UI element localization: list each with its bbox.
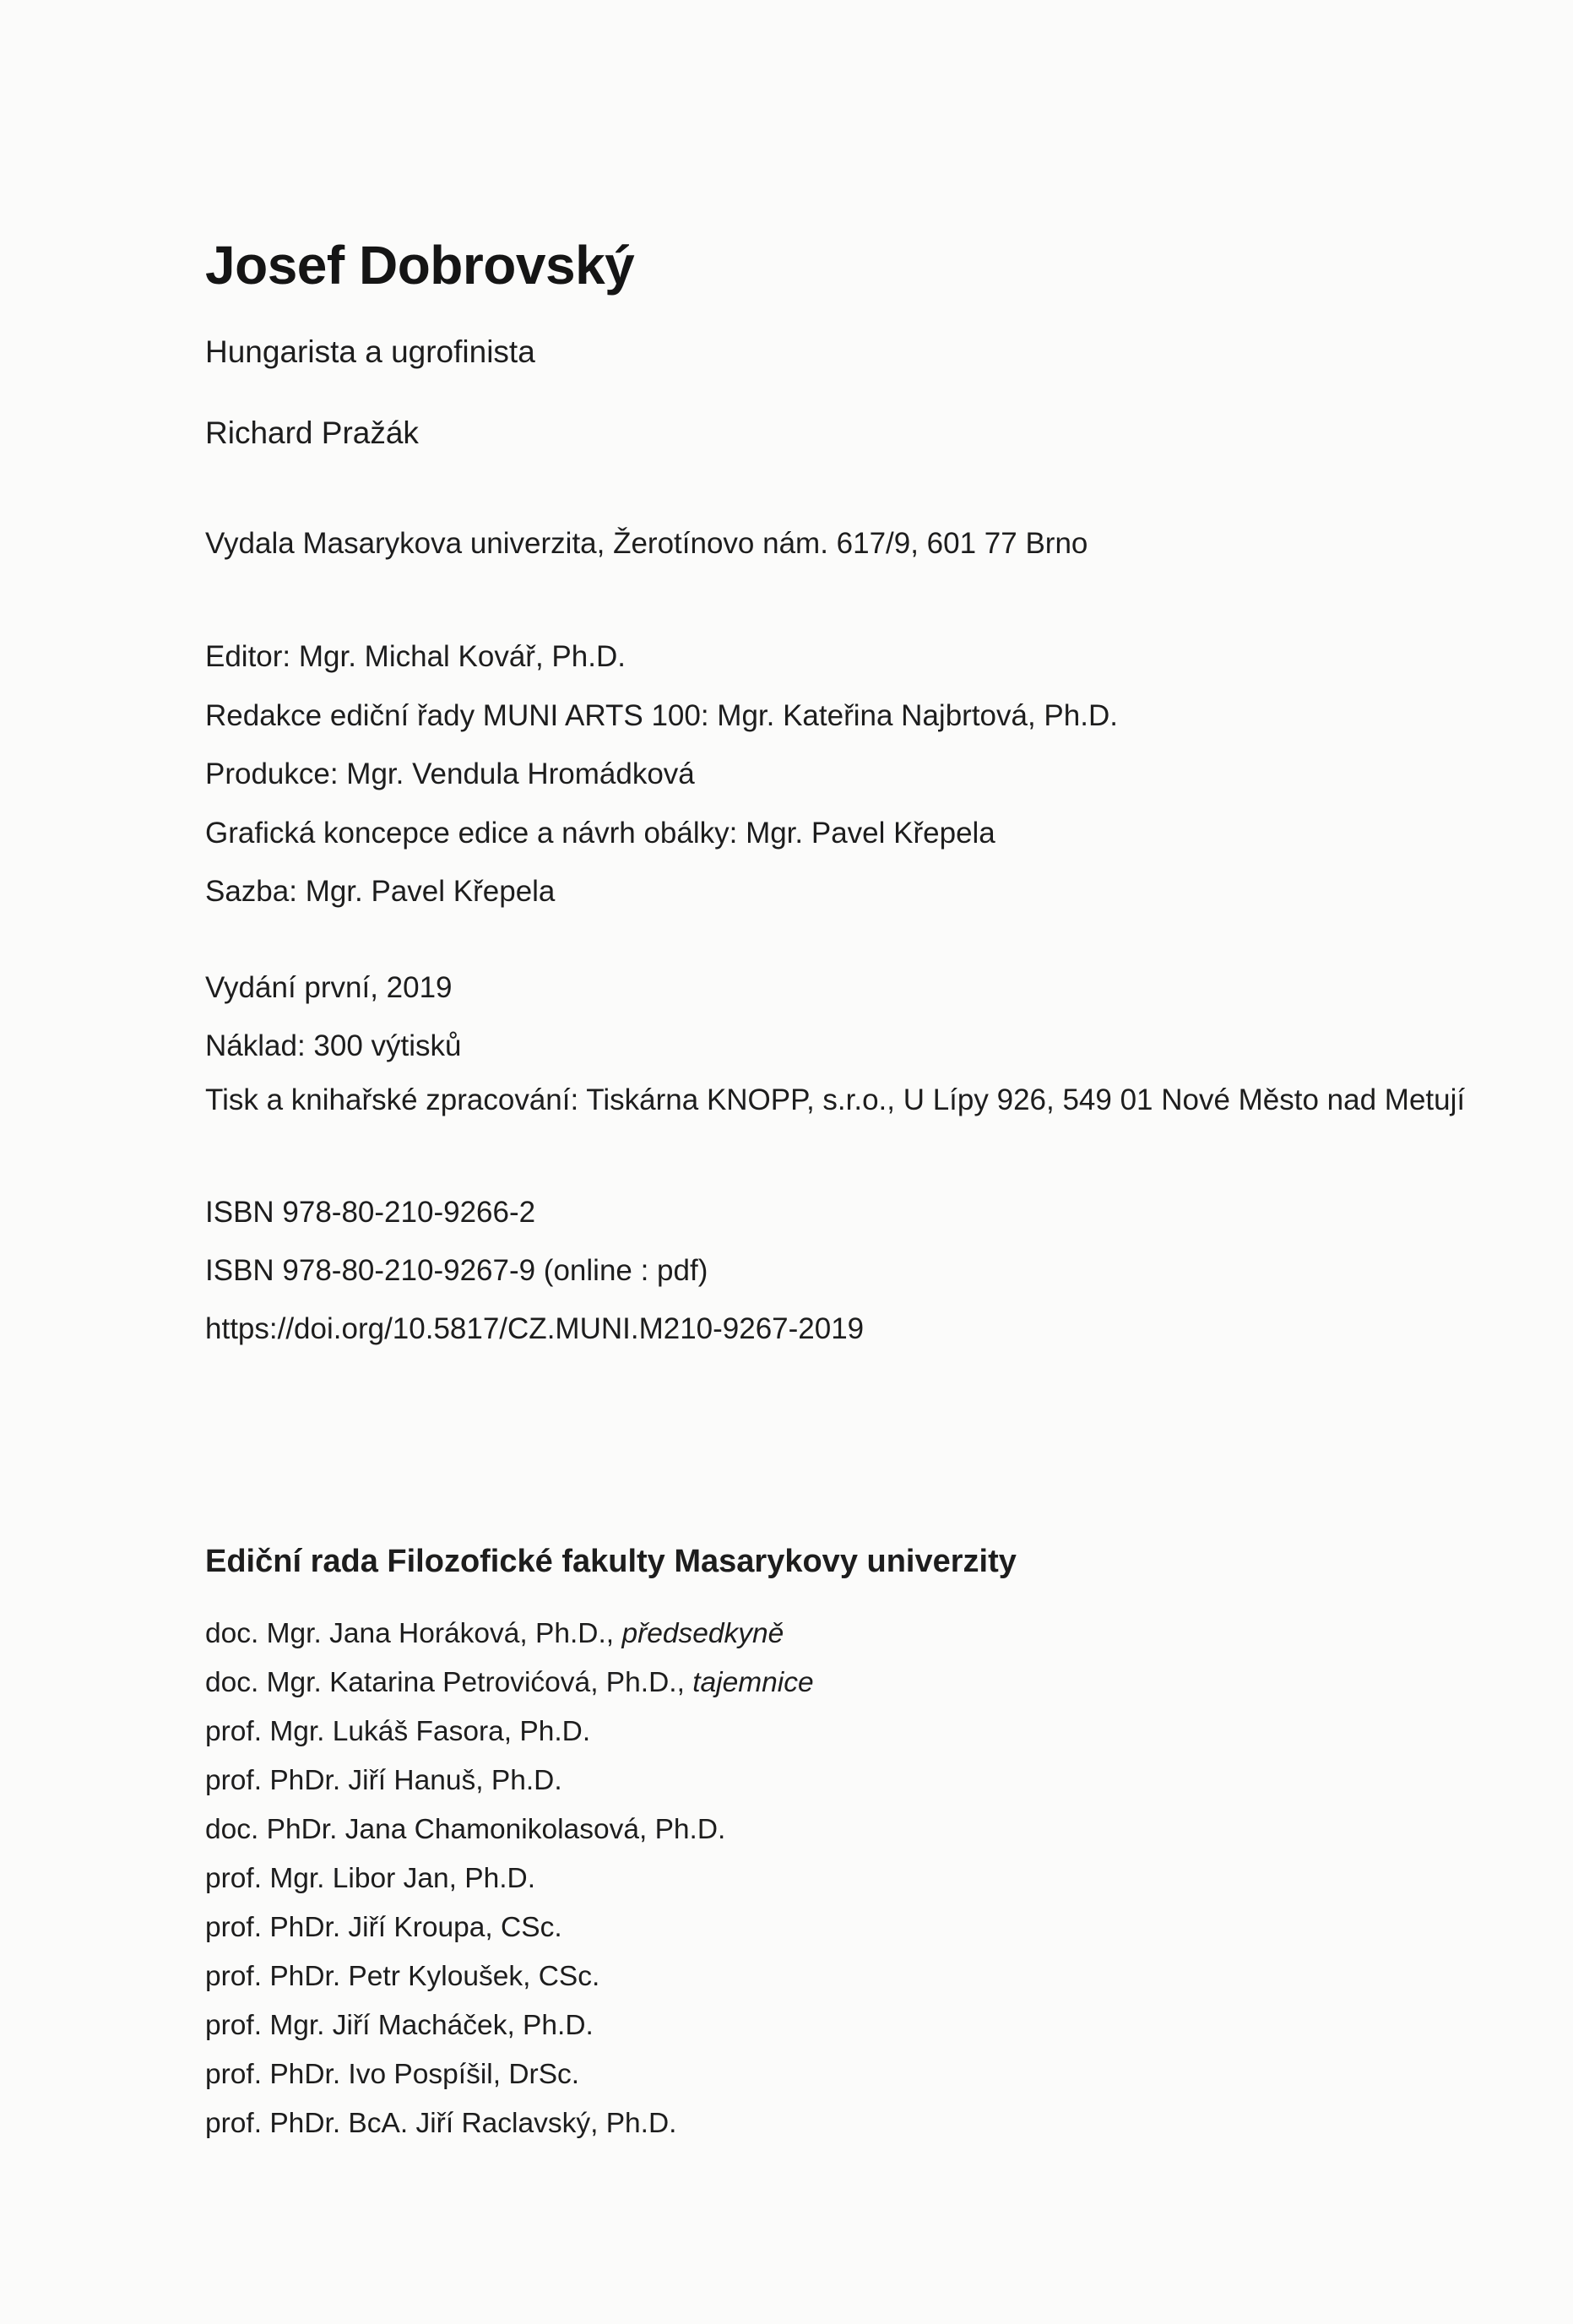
list-item [205, 1914, 814, 1942]
identifiers-block [205, 1197, 864, 1372]
member-name: prof. Mgr. Lukáš Fasora, Ph.D. [205, 1716, 591, 1747]
edition-print-run: Náklad: 300 výtisků [205, 1029, 462, 1062]
member-name: doc. Mgr. Katarina Petrovićová, Ph.D., [205, 1667, 685, 1698]
printing-line: Tisk a knihařské zpracování: Tiskárna KNOPP, s.r.o., U Lípy 926, 549 01 Nové Město nad Metují [205, 1083, 1466, 1116]
member-name: prof. PhDr. Ivo Pospíšil, DrSc. [205, 2059, 580, 2090]
book-author: Richard Pražák [205, 415, 419, 450]
member-name: prof. PhDr. Petr Kyloušek, CSc. [205, 1961, 600, 1992]
series-board-list [205, 1620, 814, 2158]
book-subtitle: Hungarista a ugrofinista [205, 334, 535, 369]
doi-link: https://doi.org/10.5817/CZ.MUNI.M210-9267-2019 [205, 1312, 865, 1345]
member-role: předsedkyně [621, 1618, 784, 1649]
list-item [205, 1865, 814, 1893]
credits-block [205, 642, 1118, 936]
list-item [205, 1816, 814, 1844]
edition-release: Vydání první, 2019 [205, 971, 453, 1004]
credit-design: Grafická koncepce edice a návrh obálky: Mgr. Pavel Křepela [205, 816, 995, 850]
member-name: prof. PhDr. Jiří Hanuš, Ph.D. [205, 1765, 562, 1796]
member-name: prof. Mgr. Libor Jan, Ph.D. [205, 1863, 536, 1894]
publisher-line: Vydala Masarykova univerzita, Žerotínovo nám. 617/9, 601 77 Brno [205, 527, 1088, 560]
member-name: prof. PhDr. Jiří Kroupa, CSc. [205, 1912, 562, 1943]
edition-block [205, 973, 461, 1089]
member-name: doc. PhDr. Jana Chamonikolasová, Ph.D. [205, 1814, 726, 1845]
credit-production: Produkce: Mgr. Vendula Hromádková [205, 757, 695, 790]
member-name: prof. Mgr. Jiří Macháček, Ph.D. [205, 2010, 594, 2041]
list-item [205, 1669, 814, 1697]
list-item [205, 1620, 814, 1648]
list-item [205, 1718, 814, 1746]
publisher-block [205, 529, 1088, 558]
list-item [205, 1767, 814, 1795]
credit-typesetting: Sazba: Mgr. Pavel Křepela [205, 875, 556, 908]
list-item [205, 2110, 814, 2138]
printing-block [205, 1085, 1465, 1115]
list-item [205, 2012, 814, 2040]
member-name: doc. Mgr. Jana Horáková, Ph.D., [205, 1618, 615, 1649]
credit-series-editing: Redakce ediční řady MUNI ARTS 100: Mgr. Kateřina Najbrtová, Ph.D. [205, 698, 1118, 732]
credit-editor: Editor: Mgr. Michal Kovář, Ph.D. [205, 640, 626, 673]
list-item [205, 1963, 814, 1991]
isbn-online: ISBN 978-80-210-9267-9 (online : pdf) [205, 1254, 708, 1287]
member-role: tajemnice [692, 1667, 814, 1698]
series-board-heading: Ediční rada Filozofické fakulty Masarykovy univerzity [205, 1544, 1017, 1579]
isbn-print: ISBN 978-80-210-9266-2 [205, 1196, 536, 1229]
book-title: Josef Dobrovský [205, 235, 635, 296]
list-item [205, 2061, 814, 2089]
member-name: prof. PhDr. BcA. Jiří Raclavský, Ph.D. [205, 2108, 677, 2139]
